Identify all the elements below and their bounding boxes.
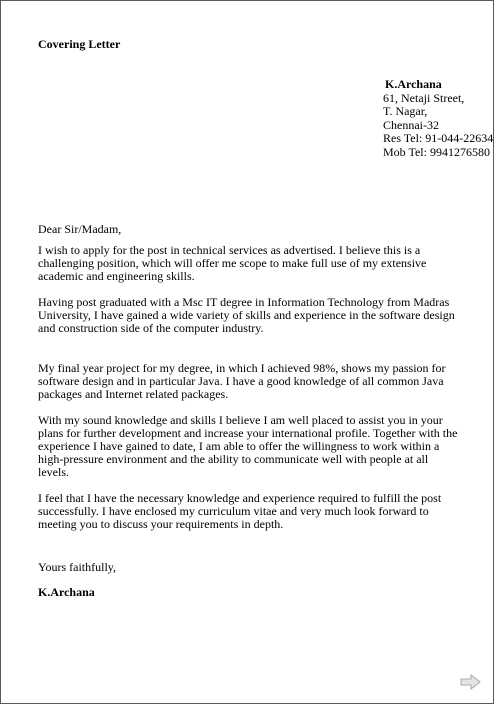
sender-name: K.Archana [385,77,442,91]
sender-address-block [383,78,493,159]
closing: Yours faithfully, [38,560,117,574]
address-line-area: T. Nagar, [383,104,428,118]
document-title: Covering Letter [38,37,121,51]
address-line-city: Chennai-32 [383,117,439,132]
residence-telephone: Res Tel: 91-044-22634 [383,131,494,145]
paragraph-conclusion: I feel that I have the necessary knowledge and experience required to fulfill the post successfully. I have enclosed my curriculum vitae and very much look forward to meeting you to discuss your requirements in depth. [38,491,442,531]
arrow-right-icon[interactable] [460,674,482,690]
signature: K.Archana [38,585,95,599]
paragraph-project: My final year project for my degree, in which I achieved 98%, shows my passion for software design and in particular Java. I have a good knowledge of all common Java packages and Internet related packages. [38,361,446,401]
paragraph-education: Having post graduated with a Msc IT degree in Information Technology from Madras University, I have gained a wide variety of skills and experience in the software design and construction side of the computer industry. [38,295,455,335]
paragraph-skills: With my sound knowledge and skills I believe I am well placed to assist you in your plans for further development and increase your international profile. Together with the experience I have gained to date, I am able to offer the willingness to work within a high-pressure environment and the ability to communicate well with people at all levels. [38,413,458,479]
salutation: Dear Sir/Madam, [38,222,122,236]
address-line-street: 61, Netaji Street, [383,90,465,105]
letter-body [38,223,462,599]
mobile-telephone: Mob Tel: 9941276580 [383,144,490,159]
paragraph-application: I wish to apply for the post in technical services as advertised. I believe this is a challenging position, which will offer me scope to make full use of my extensive academic and engineering skills. [38,243,427,283]
